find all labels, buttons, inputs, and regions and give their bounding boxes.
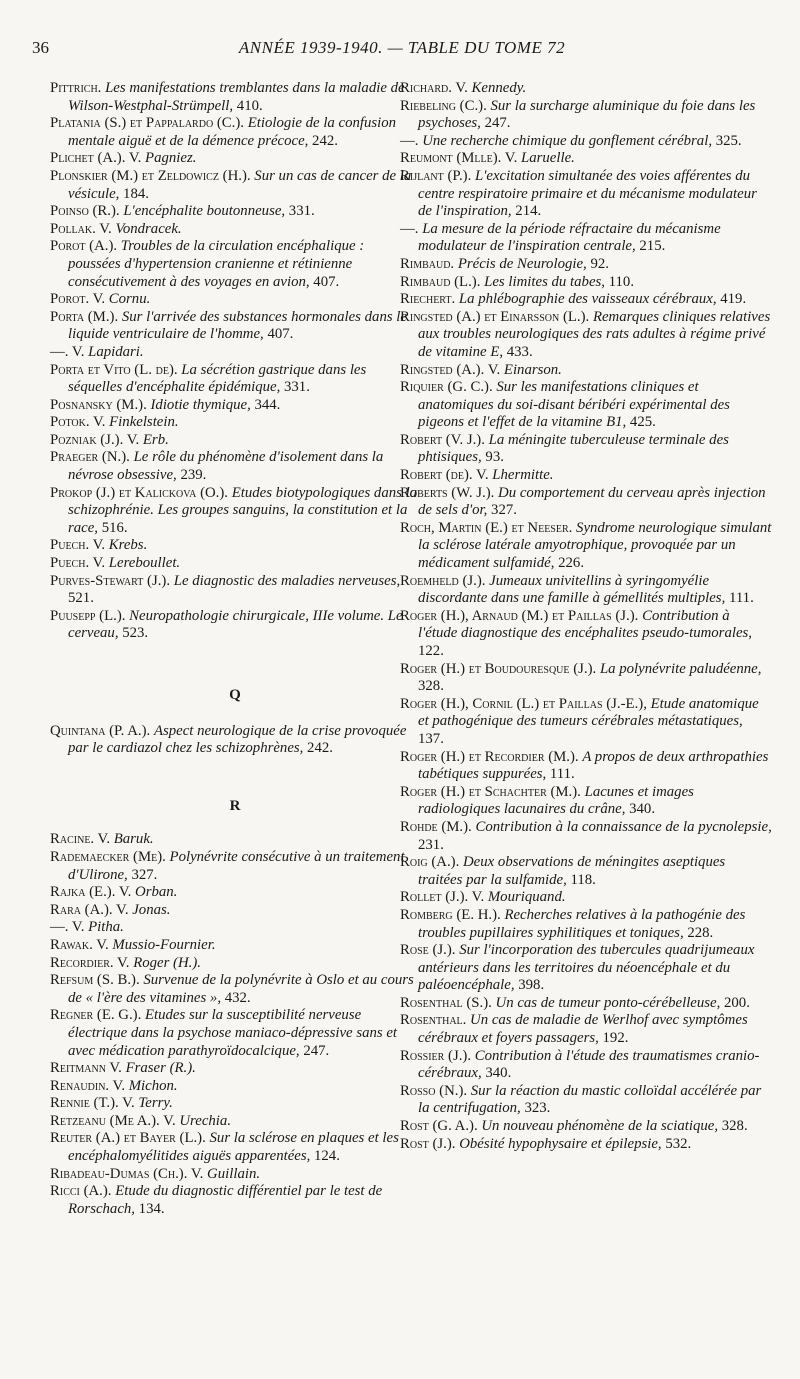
entry-title: Contribution à l'étude des traumatismes cranio-cérébraux,: [418, 1047, 760, 1082]
entry-title: Sur l'incorporation des tubercules quadrijumeaux antérieurs dans les territoires du néoencéphale et du paléoencéphale,: [418, 942, 755, 994]
entry-author: Porta (M.).: [50, 308, 119, 325]
index-entry: [400, 485, 772, 520]
entry-title: Etudes biotypologiques dans la schizophrénie. Les groupes sanguins, la constitution et la race,: [68, 484, 418, 536]
entry-author: Roger (H.) et Recordier (M.).: [400, 748, 579, 765]
entry-author: Rohde (M.).: [400, 818, 472, 835]
entry-page: 242.: [308, 132, 338, 149]
entry-author: Porta et Vito (L. de).: [50, 361, 178, 378]
index-entry: [400, 1012, 772, 1047]
index-entry: [50, 115, 420, 150]
entry-author: Ringsted (A.). V.: [400, 361, 501, 378]
entry-author: Prokop (J.) et Kalickova (O.).: [50, 484, 229, 501]
entry-author: Rawak. V.: [50, 936, 109, 953]
entry-page: 111.: [725, 590, 754, 607]
entry-title: Obésité hypophysaire et épilepsie,: [459, 1135, 662, 1152]
index-entry: [400, 854, 772, 889]
entry-author: Purves-Stewart (J.).: [50, 572, 171, 589]
entry-title: Mussio-Fournier.: [112, 936, 216, 953]
entry-title: Laruelle.: [521, 150, 575, 167]
index-entry: [400, 784, 772, 819]
entry-author: Roch, Martin (E.) et Neeser.: [400, 519, 573, 536]
index-entry: [50, 831, 420, 849]
entry-author: Roger (H.), Cornil (L.) et Paillas (J.-E.),: [400, 695, 647, 712]
index-entry: [50, 221, 420, 239]
entry-page: 331.: [285, 203, 315, 220]
entry-page: 419.: [716, 291, 747, 308]
entry-title: Un cas de tumeur ponto-cérébelleuse,: [495, 994, 721, 1011]
entry-author: Platania (S.) et Pappalardo (C.).: [50, 115, 244, 132]
index-entry: [50, 1078, 420, 1096]
entry-title: Contribution à la connaissance de la pycnolepsie,: [475, 818, 772, 835]
running-header: [32, 38, 772, 64]
entry-page: 215.: [635, 238, 666, 255]
entry-page: 340.: [625, 801, 656, 818]
entry-title: La sécrétion gastrique dans les séquelles d'encéphalite épidémique,: [68, 361, 367, 396]
entry-author: Praeger (N.).: [50, 449, 130, 466]
entry-title: Etudes sur la susceptibilité nerveuse électrique dans la psychose maniaco-dépressive sans et avec médication parathyroïdocalcique,: [68, 1007, 398, 1059]
index-entry: [50, 955, 420, 973]
index-entry: [50, 937, 420, 955]
entry-title: A propos de deux arthropathies tabétiques suppurées,: [418, 748, 769, 783]
entry-page: 432.: [221, 989, 251, 1006]
entry-page: 242.: [303, 740, 333, 757]
entry-title: La phlébographie des vaisseaux cérébraux,: [458, 291, 717, 308]
entry-author: Rosso (N.).: [400, 1082, 468, 1099]
entry-author: Retzeanu (Me A.). V.: [50, 1112, 176, 1129]
index-entry: [50, 537, 420, 555]
entry-author: Pozniak (J.). V.: [50, 431, 140, 448]
entry-author: Rollet (J.). V.: [400, 889, 485, 906]
section-letter: Q: [229, 687, 241, 703]
index-entry: [400, 573, 772, 608]
right-column: [400, 80, 772, 1153]
index-entry: [400, 1083, 772, 1118]
index-entry: [400, 150, 772, 168]
entry-page: 398.: [514, 977, 545, 994]
entry-page: 239.: [176, 467, 207, 484]
entry-page: 331.: [280, 379, 310, 396]
index-entry: [400, 432, 772, 467]
entry-title: Kennedy.: [471, 80, 527, 96]
section-letter: R: [229, 797, 241, 814]
entry-author: Rennie (T.). V.: [50, 1095, 135, 1112]
entry-title: Le rôle du phénomène d'isolement dans la névrose obsessive,: [68, 449, 384, 484]
entry-title: Etude du diagnostic différentiel par le test de Rorschach,: [68, 1183, 383, 1217]
index-entry: [50, 723, 420, 758]
entry-title: Jumeaux univitellins à syringomyélie discordante dans une famille à gémellités multiples,: [418, 572, 726, 607]
entry-page: 325.: [712, 132, 742, 149]
entry-page: 118.: [566, 871, 596, 888]
entry-title: Mouriquand.: [487, 889, 566, 906]
entry-title: Sur la surcharge aluminique du foie dans les psychoses,: [418, 97, 756, 132]
entry-title: Lacunes et images radiologiques lacunaires du crâne,: [418, 783, 694, 818]
index-entry: [50, 449, 420, 484]
entry-author: —. V.: [50, 343, 85, 360]
entry-page: 425.: [626, 414, 656, 431]
index-entry: [400, 133, 772, 151]
entry-author: Rost (G. A.).: [400, 1118, 478, 1135]
index-entry: [50, 150, 420, 168]
entry-author: Riechert.: [400, 291, 456, 308]
entry-title: Polynévrite consécutive à un traitement d'Ulirone,: [68, 848, 405, 883]
entry-author: Reitmann V.: [50, 1060, 122, 1077]
index-entry: [400, 362, 772, 380]
entry-author: Renaudin. V.: [50, 1077, 126, 1094]
entry-title: Idiotie thymique,: [150, 396, 251, 413]
entry-title: Sur un cas de cancer de la vésicule,: [68, 167, 412, 202]
entry-page: 328.: [718, 1118, 748, 1135]
index-entry: [50, 1095, 420, 1113]
entry-author: Roemheld (J.).: [400, 572, 486, 589]
entry-page: 407.: [263, 326, 294, 343]
index-entry: [400, 907, 772, 942]
entry-title: La méningite tuberculeuse terminale des phtisiques,: [418, 431, 729, 466]
entry-page: 327.: [127, 866, 158, 883]
entry-page: 247.: [299, 1042, 330, 1059]
index-entry: [50, 902, 420, 920]
entry-page: 532.: [661, 1135, 692, 1152]
index-entry: [400, 819, 772, 854]
index-entry: [400, 1136, 772, 1154]
index-entry: [400, 309, 772, 362]
index-entry: [50, 485, 420, 538]
index-entry: [50, 1060, 420, 1078]
index-entry: [400, 942, 772, 995]
index-entry: [400, 995, 772, 1013]
index-entry: [400, 80, 772, 98]
entry-author: Reumont (Mlle). V.: [400, 150, 518, 167]
index-entry: [50, 919, 420, 937]
entry-author: Reuter (A.) et Bayer (L.).: [50, 1130, 206, 1147]
entry-author: Puech. V.: [50, 555, 106, 572]
entry-title: Pagniez.: [145, 150, 197, 167]
entry-title: Le diagnostic des maladies nerveuses,: [173, 572, 401, 589]
index-entry: [400, 520, 772, 573]
index-entry: [50, 432, 420, 450]
entry-author: Recordier. V.: [50, 954, 130, 971]
index-entry: [400, 291, 772, 309]
entry-title: La mesure de la période réfractaire du mécanisme modulateur de l'inspiration centrale,: [418, 220, 721, 255]
index-entry: [50, 1130, 420, 1165]
index-entry: [50, 1113, 420, 1131]
page-number: 36: [32, 38, 49, 57]
entry-page: 226.: [554, 555, 585, 572]
entry-author: Racine. V.: [50, 831, 111, 848]
entry-title: Contribution à l'étude diagnostique des encéphalites pseudo-tumorales,: [418, 607, 752, 642]
entry-title: Fraser (R.).: [125, 1060, 196, 1077]
entry-title: Etude anatomique et pathogénique des tumeurs cérébrales métastatiques,: [418, 695, 759, 730]
entry-author: Rimbaud.: [400, 255, 455, 272]
entry-title: Lapidari.: [88, 343, 144, 360]
index-entry: [50, 972, 420, 1007]
entry-title: Lhermitte.: [492, 467, 554, 484]
index-entry: [50, 291, 420, 309]
index-entry: [50, 80, 420, 115]
entry-page: 214.: [511, 203, 542, 220]
entry-title: Lereboullet.: [108, 555, 181, 572]
entry-title: Vondracek.: [115, 220, 182, 237]
index-entry: [400, 98, 772, 133]
index-entry: [50, 414, 420, 432]
entry-title: Sur les manifestations cliniques et anatomiques du soi-disant béribéri expérimental des pigeons et l'effet de la vitamine B1,: [418, 379, 730, 431]
entry-page: 433.: [503, 343, 533, 360]
entry-page: 344.: [250, 396, 281, 413]
index-entry: [400, 749, 772, 784]
entry-page: 523.: [118, 625, 149, 642]
entry-title: Finkelstein.: [109, 414, 179, 431]
entry-title: Précis de Neurologie,: [457, 255, 587, 272]
entry-title: Orban.: [135, 884, 178, 901]
entry-page: 93.: [481, 449, 504, 466]
entry-title: Neuropathologie chirurgicale, IIIe volume. Le cerveau,: [68, 607, 403, 642]
entry-title: Remarques cliniques relatives aux troubles neurologiques des rats adultes à régime privé de vitamine E,: [418, 308, 771, 360]
entry-author: Riquier (G. C.).: [400, 379, 493, 396]
entry-title: Recherches relatives à la pathogénie des troubles pupillaires syphilitiques et toniques,: [418, 906, 746, 941]
index-entry: [400, 467, 772, 485]
entry-page: 192.: [598, 1030, 629, 1047]
entry-page: 110.: [604, 273, 635, 290]
entry-title: Une recherche chimique du gonflement cérébral,: [422, 132, 713, 149]
entry-author: Robert (de). V.: [400, 467, 489, 484]
entry-author: Roger (H.), Arnaud (M.) et Paillas (J.).: [400, 607, 639, 624]
index-entry: [50, 849, 420, 884]
entry-title: Guillain.: [207, 1165, 261, 1182]
index-entry: [50, 168, 420, 203]
entry-title: Syndrome neurologique simulant la sclérose latérale amyotrophique, provoquée par un médicament sulfamidé,: [418, 519, 772, 572]
entry-title: Un cas de maladie de Werlhof avec symptômes cérébraux et foyers passagers,: [418, 1012, 748, 1047]
entry-title: L'encéphalite boutonneuse,: [123, 203, 286, 220]
index-entry: [50, 238, 420, 291]
index-entry: [400, 661, 772, 696]
entry-author: Rost (J.).: [400, 1135, 456, 1152]
entry-author: Roberts (W. J.).: [400, 484, 495, 501]
left-column: [50, 80, 420, 1218]
entry-title: Roger (H.).: [133, 954, 201, 971]
entry-title: Aspect neurologique de la crise provoquée par le cardiazol chez les schizophrènes,: [68, 722, 407, 757]
entry-author: Rijlant (P.).: [400, 167, 472, 184]
entry-page: 407.: [309, 273, 340, 290]
entry-title: Erb.: [142, 431, 169, 448]
entry-author: Rossier (J.).: [400, 1047, 472, 1064]
index-entry: [50, 309, 420, 344]
entry-author: Richard. V.: [400, 80, 468, 96]
entry-page: 184.: [119, 185, 149, 202]
entry-title: Baruk.: [113, 831, 154, 848]
entry-page: 247.: [480, 115, 511, 132]
entry-author: Plonskier (M.) et Zeldowicz (H.).: [50, 167, 251, 184]
entry-title: Jonas.: [132, 901, 171, 918]
entry-author: Roger (H.) et Boudouresque (J.).: [400, 660, 597, 677]
entry-title: La polynévrite paludéenne,: [599, 660, 762, 677]
entry-author: Roger (H.) et Schachter (M.).: [400, 783, 581, 800]
entry-author: Rademaecker (Me).: [50, 848, 166, 865]
entry-page: 521.: [68, 590, 94, 607]
entry-page: 327.: [487, 502, 517, 519]
entry-title: L'excitation simultanée des voies afférentes du centre respiratoire primaire et du mécanisme modulateur de l'inspiration,: [418, 167, 757, 220]
entry-page: 231.: [418, 836, 444, 853]
index-entry: [50, 555, 420, 573]
index-entry: [50, 1007, 420, 1060]
index-entry: [50, 1166, 420, 1184]
entry-author: Pollak. V.: [50, 220, 112, 237]
index-entry: [50, 573, 420, 608]
entry-title: Pitha.: [88, 919, 124, 936]
entry-title: Deux observations de méningites aseptiques traitées par la sulfamide,: [418, 854, 726, 888]
entry-author: Robert (V. J.).: [400, 431, 485, 448]
index-entry: [400, 1118, 772, 1136]
entry-page: 410.: [233, 97, 263, 114]
entry-author: Porot (A.).: [50, 238, 118, 255]
index-entry: [400, 274, 772, 292]
entry-page: 340.: [481, 1065, 512, 1082]
entry-page: 200.: [720, 994, 750, 1011]
index-entry: [50, 397, 420, 415]
entry-page: 124.: [310, 1148, 340, 1165]
entry-author: —.: [400, 220, 419, 237]
index-entry: [400, 221, 772, 256]
entry-author: Rosenthal (S.).: [400, 994, 492, 1011]
entry-page: 328.: [418, 678, 444, 695]
entry-title: Terry.: [138, 1095, 173, 1112]
entry-author: Regner (E. G.).: [50, 1007, 142, 1024]
entry-page: 92.: [586, 255, 609, 272]
entry-author: Roig (A.).: [400, 854, 460, 871]
entry-title: Cornu.: [108, 291, 151, 308]
entry-author: —.: [400, 132, 419, 149]
index-entry: [400, 608, 772, 661]
entry-author: Rajka (E.). V.: [50, 884, 132, 901]
entry-title: Sur l'arrivée des substances hormonales dans le liquide ventriculaire de l'homme,: [68, 308, 407, 343]
entry-page: 516.: [98, 519, 128, 536]
entry-author: Puusepp (L.).: [50, 607, 126, 624]
index-entry: [400, 1048, 772, 1083]
entry-title: Un nouveau phénomène de la sciatique,: [481, 1118, 719, 1135]
entry-page: 134.: [134, 1200, 165, 1217]
entry-author: Puech. V.: [50, 537, 106, 554]
entry-author: —. V.: [50, 919, 85, 936]
entry-title: Etiologie de la confusion mentale aiguë et de la démence précoce,: [68, 115, 397, 149]
entry-author: Rimbaud (L.).: [400, 273, 481, 290]
entry-author: Refsum (S. B.).: [50, 972, 140, 989]
entry-author: Posnansky (M.).: [50, 396, 147, 413]
index-entry: [400, 379, 772, 432]
entry-author: Ribadeau-Dumas (Ch.). V.: [50, 1165, 204, 1182]
index-entry: [50, 608, 420, 643]
entry-author: Ringsted (A.) et Einarsson (L.).: [400, 308, 590, 325]
entry-title: Urechia.: [179, 1112, 232, 1129]
entry-author: Potok. V.: [50, 414, 106, 431]
entry-author: Rara (A.). V.: [50, 901, 129, 918]
entry-author: Rose (J.).: [400, 942, 456, 959]
index-entry: [50, 1183, 420, 1218]
entry-author: Porot. V.: [50, 291, 106, 308]
entry-title: Les manifestations tremblantes dans la maladie de Wilson-Westphal-Strümpell,: [68, 80, 405, 114]
entry-title: Les limites du tabes,: [484, 273, 605, 290]
entry-title: Sur la sclérose en plaques et les encéphalomyélitides aiguës apparentées,: [68, 1130, 399, 1165]
entry-author: Riebeling (C.).: [400, 97, 487, 114]
entry-author: Plichet (A.). V.: [50, 150, 142, 167]
index-entry: [400, 168, 772, 221]
entry-page: 122.: [418, 643, 444, 659]
entry-title: Krebs.: [108, 537, 148, 554]
index-entry: [400, 889, 772, 907]
entry-title: Du comportement du cerveau après injection de sels d'or,: [418, 484, 766, 519]
index-entry: [50, 884, 420, 902]
entry-title: Michon.: [128, 1077, 178, 1094]
entry-page: 323.: [520, 1100, 551, 1117]
entry-author: Ricci (A.).: [50, 1183, 112, 1200]
page-title: ANNÉE 1939-1940. — TABLE DU TOME 72: [238, 38, 566, 57]
index-entry: [400, 696, 772, 749]
entry-author: Rosenthal.: [400, 1012, 467, 1029]
entry-title: Survenue de la polynévrite à Oslo et au cours de « l'ère des vitamines »,: [68, 972, 414, 1006]
index-entry: [50, 203, 420, 221]
entry-author: Poinso (R.).: [50, 203, 120, 220]
index-entry: [400, 256, 772, 274]
entry-title: Troubles de la circulation encéphalique : poussées d'hypertension cranienne et rétinienne consécutivement à des voyages en avion,: [68, 238, 365, 290]
entry-page: 137.: [418, 730, 444, 747]
entry-author: Pittrich.: [50, 80, 102, 96]
entry-title: Sur la réaction du mastic colloïdal accélérée par la centrifugation,: [418, 1082, 762, 1117]
entry-page: 111.: [546, 766, 575, 783]
entry-author: Romberg (E. H.).: [400, 906, 501, 923]
entry-page: 228.: [683, 924, 714, 941]
index-entry: [50, 344, 420, 362]
entry-title: Einarson.: [503, 361, 562, 378]
entry-author: Quintana (P. A.).: [50, 722, 151, 739]
index-entry: [50, 362, 420, 397]
